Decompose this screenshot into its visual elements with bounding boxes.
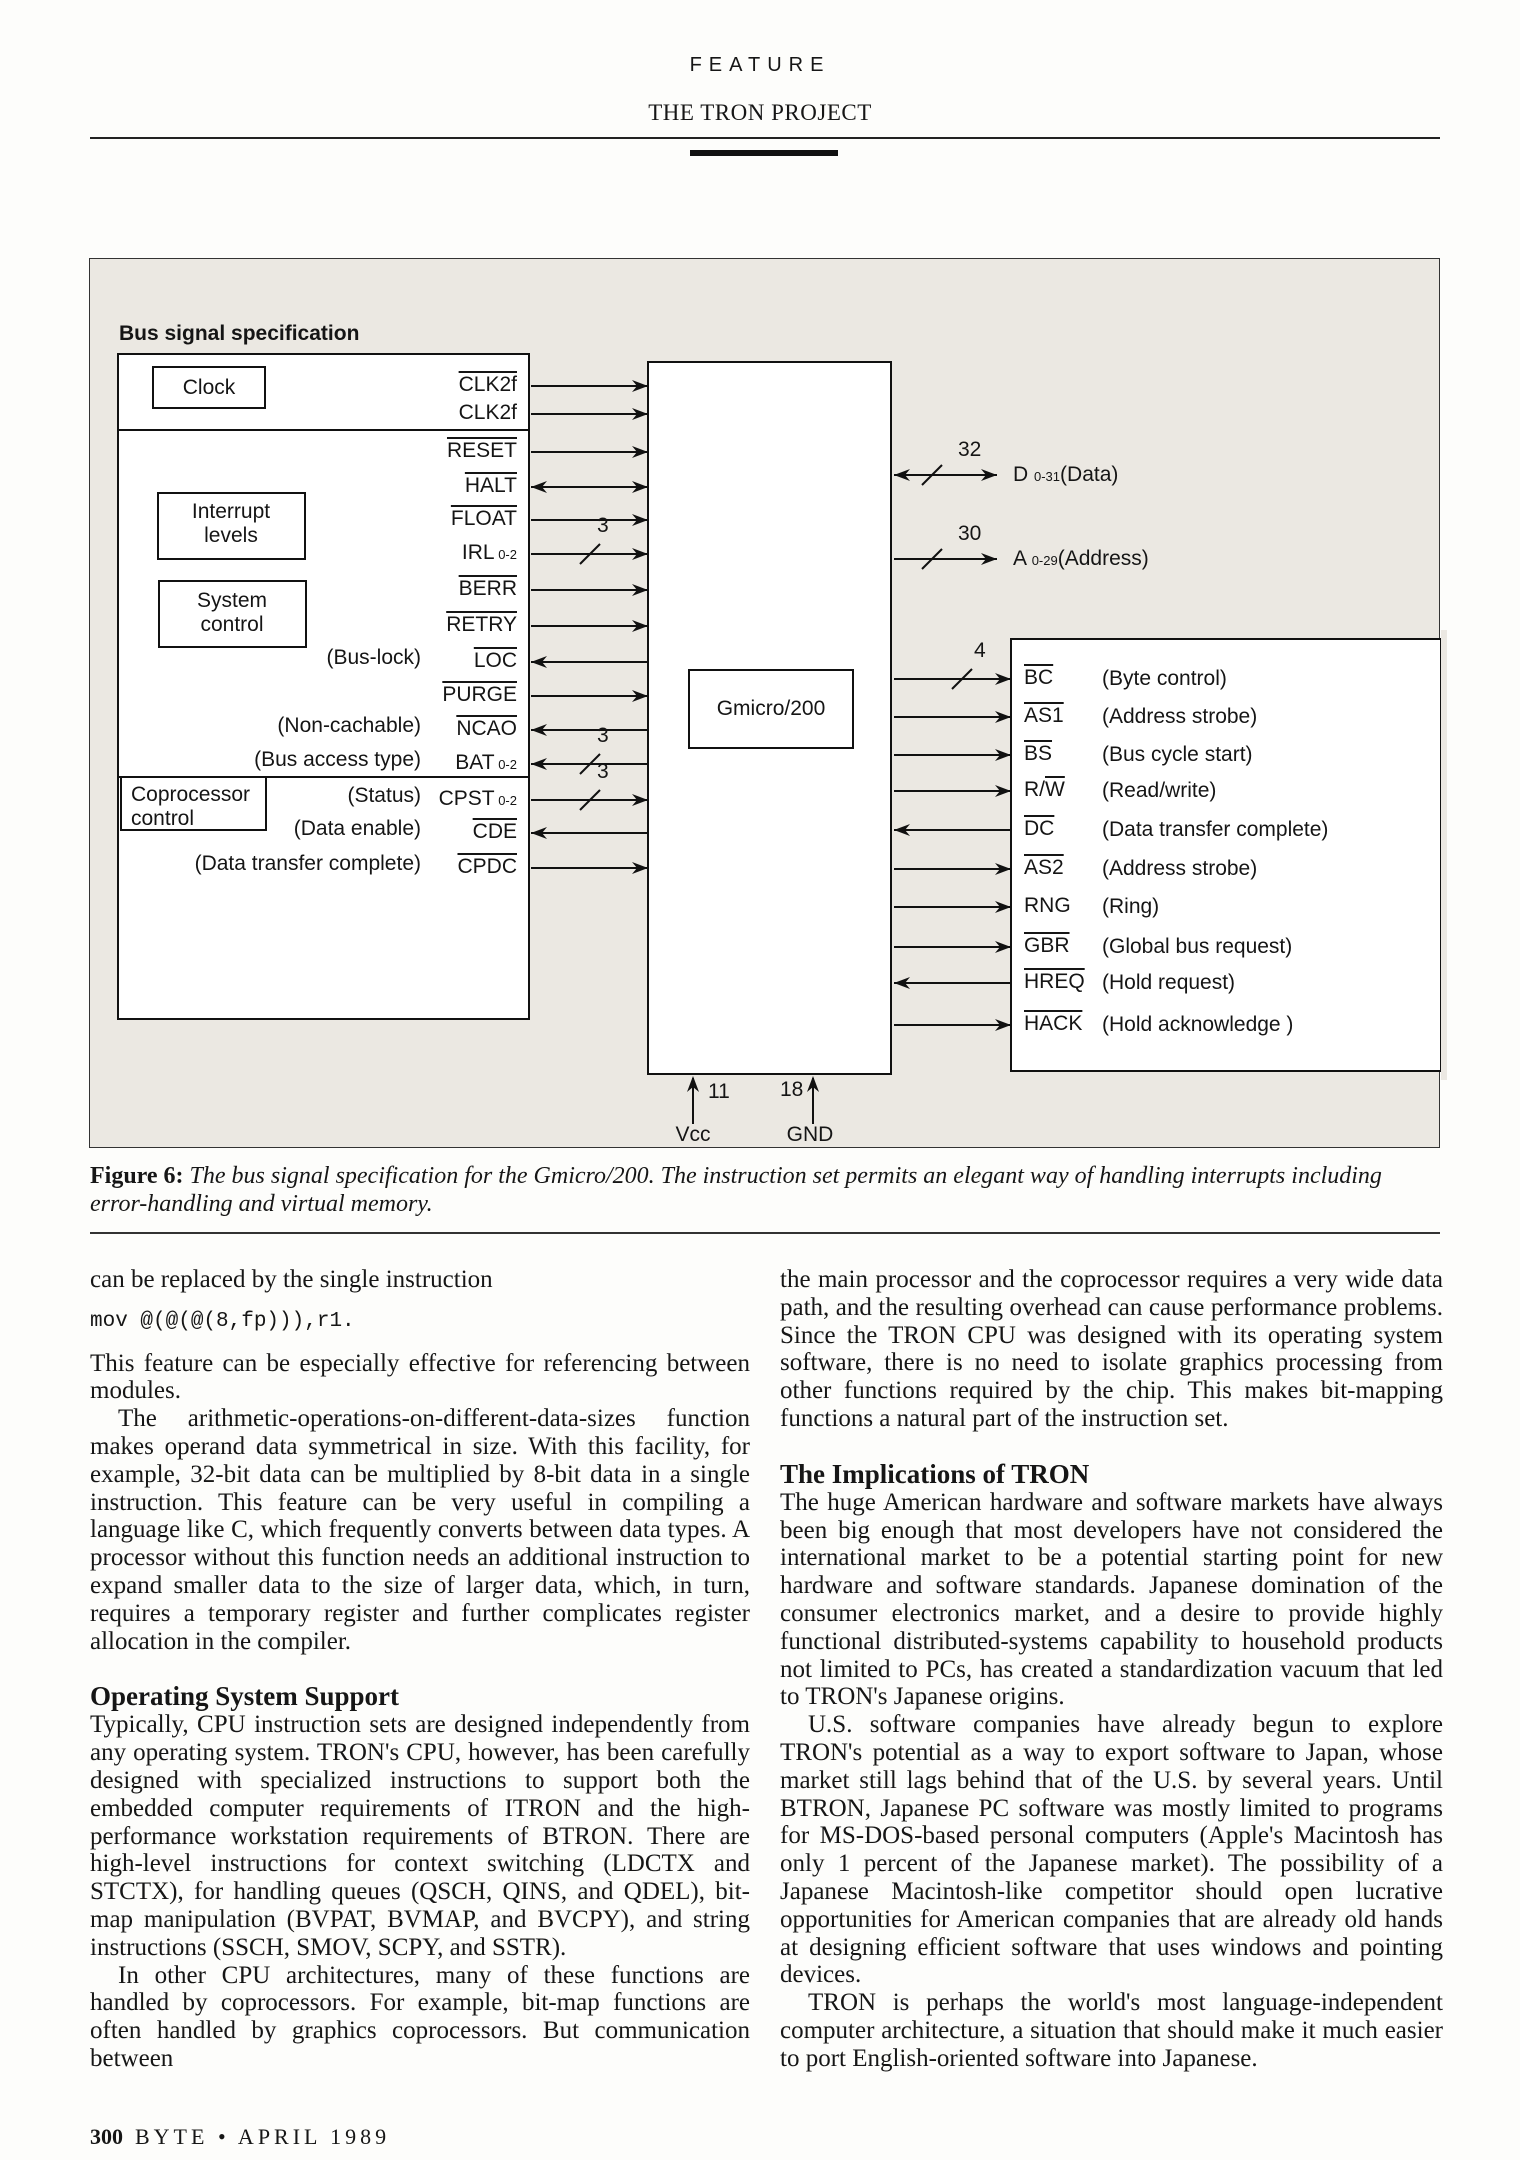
bus-name: A: [1013, 547, 1032, 570]
signal-name: HACK: [1024, 1012, 1083, 1035]
signal-note: (Bus access type): [254, 748, 421, 771]
bus-width-label: 3: [597, 514, 609, 537]
caption-label: Figure 6:: [90, 1163, 184, 1189]
signal-name: $\overline{BS}$: [1024, 742, 1053, 765]
system-control-label: [197, 589, 267, 637]
signal-name: NCAO: [456, 717, 517, 740]
signal-name: AS2: [1024, 856, 1064, 879]
paragraph: The huge American hardware and software markets have always been big enough that most developers have not considered the international market to be a potential starting point for new hardware and software standards. Japanese domination of the consumer electronics market, and a desire to provide highly functional distributed-systems capability to household products not limited to PCs, has created a standardization vacuum that led to TRON's Japanese origins.: [780, 1488, 1443, 1711]
signal-label-retry: [446, 613, 517, 637]
signal-description: (Hold acknowledge ): [1102, 1013, 1294, 1036]
signal-name: $\overline{LOC}$: [473, 649, 517, 672]
bus-name: D: [1013, 463, 1034, 486]
vcc-label: Vcc: [675, 1123, 711, 1146]
signal-name: $\overline{W}$: [1045, 778, 1065, 801]
paragraph: TRON is perhaps the world's most language-independent computer architecture, a situation that should make it much easier to port English-oriented software into Japanese.: [780, 1989, 1443, 2072]
interrupt-levels-label: [192, 500, 270, 548]
signal-label-gbr: [1024, 934, 1070, 958]
paragraph: U.S. software companies have already begun to explore TRON's potential as a way to export software to Japan, whose market still lags behind that of the U.S. by several years. Until BTRON, Japanese PC software was mostly limited to programs for MS-DOS-based personal computers (Apple's Macintosh has only 1 percent of the Japanese market). The possibility of a Japanese Macintosh-like competitor should open lucrative opportunities for American companies that are already old hands at designing efficient software that uses windows and pointing devices.: [780, 1711, 1443, 1989]
label-line: levels: [204, 524, 258, 547]
signal-label-reset: [447, 439, 517, 463]
signal-description: (Bus cycle start): [1102, 743, 1253, 766]
signal-name: RNG: [1024, 894, 1071, 917]
bus-width-label: 32: [958, 438, 982, 461]
signal-label-clk2f: [459, 401, 517, 425]
signal-label-cpst: [439, 787, 517, 813]
bus-subscript: 0-31: [1034, 469, 1061, 484]
signal-label-bat: [455, 751, 517, 777]
signal-subscript: 0-2: [494, 547, 517, 562]
signal-description: (Address strobe): [1102, 705, 1258, 728]
label-line: control: [131, 807, 195, 830]
signal-note: (Non-cachable): [277, 714, 421, 737]
signal-label-hack: [1024, 1012, 1082, 1036]
signal-name: RESET: [446, 439, 517, 462]
paragraph: Typically, CPU instruction sets are designed independently from any operating system. TRON's CPU, however, has been carefully designed with specialized instructions to support both the embedded computer requirements of ITRON and the high-performance workstation requirements of BTRON. There are high-level instructions for context switching (LDCTX and STCTX), for handling queues (QSCH, QINS, and QDEL), bit-map manipulation (BVPAT, BVMAP, and BVCPY), and string instructions (SSCH, SMOV, SCPY, and SSTR).: [90, 1711, 750, 1961]
bus-width-label: 3: [597, 724, 609, 747]
bus-width-label: 3: [597, 760, 609, 783]
publication-info: BYTE • APRIL 1989: [135, 2124, 391, 2149]
signal-description: (Data transfer complete): [1102, 818, 1329, 841]
label-line: System: [196, 589, 268, 612]
signal-note: (Data transfer complete): [194, 852, 421, 875]
paragraph: can be replaced by the single instruction: [90, 1266, 493, 1293]
signal-name: CPST: [438, 787, 495, 810]
signal-note: (Status): [347, 784, 421, 807]
signal-label-bc: [1024, 666, 1053, 690]
label-line: control: [200, 613, 264, 636]
signal-label-rng: [1024, 894, 1071, 918]
running-title: THE TRON PROJECT: [648, 100, 872, 125]
section-heading: Operating System Support: [90, 1681, 400, 1712]
coprocessor-control-label: [131, 783, 250, 831]
signal-label-cde: [473, 820, 517, 844]
paragraph: In other CPU architectures, many of these functions are handled by coprocessors. For example, bit-map functions are often handled by graphics coprocessors. But communication between: [90, 1961, 750, 2072]
bus-description: (Address): [1057, 547, 1149, 570]
signal-name: $\overline{CDE}$: [472, 820, 517, 843]
clock-label: Clock: [182, 376, 236, 399]
page-footer: [90, 2124, 390, 2150]
signal-label-dc: [1024, 817, 1054, 841]
signal-note: (Data enable): [293, 817, 421, 840]
gnd-label: GND: [786, 1123, 834, 1146]
bus-width-label: 30: [958, 522, 982, 545]
signal-label-purge: [442, 683, 517, 707]
signal-name: CLK2f: [458, 373, 517, 396]
signal-name: BERR: [458, 577, 517, 600]
left-column: [90, 1266, 750, 2073]
paragraph: The arithmetic-operations-on-different-data-sizes function makes operand data symmetrical in size. With this facility, for example, 32-bit data can be multiplied by 8-bit data in a single instruction. This feature can be very useful in compiling a language like C, which frequently converts between data types. A processor without this function needs an additional instruction to expand smaller data to the size of larger data, which, in turn, requires a temporary register and further complicates register allocation in the compiler.: [90, 1405, 750, 1655]
signal-label-irl: [462, 541, 517, 567]
signal-label-rw: [1024, 778, 1065, 802]
signal-description: (Read/write): [1102, 779, 1217, 802]
signal-name: $\overline{GBR}$: [1024, 934, 1070, 957]
signal-name: FLOAT: [450, 507, 517, 530]
signal-name: CPDC: [457, 855, 517, 878]
signal-label-clk2f: [459, 373, 517, 397]
signal-label-halt: [465, 474, 517, 498]
vcc-count: 11: [708, 1080, 730, 1103]
page-number: 300: [90, 2124, 123, 2149]
label-line: Coprocessor: [131, 783, 251, 806]
figure-caption: [90, 1162, 1440, 1218]
signal-name: BAT: [455, 751, 495, 774]
signal-subscript: 0-2: [494, 757, 517, 772]
signal-prefix: R/: [1024, 778, 1045, 801]
signal-name: CLK2f: [458, 401, 517, 424]
bus-description: (Data): [1060, 463, 1119, 486]
label-line: Interrupt: [191, 500, 271, 523]
signal-name: RETRY: [446, 613, 517, 636]
signal-description: (Hold request): [1102, 971, 1236, 994]
signal-label-cpdc: [457, 855, 517, 879]
signal-note: (Bus-lock): [326, 646, 421, 669]
signal-description: (Byte control): [1102, 667, 1227, 690]
signal-label-loc: [474, 649, 517, 673]
signal-name: PURGE: [442, 683, 517, 706]
signal-name: HREQ: [1024, 970, 1085, 993]
signal-label-float: [451, 507, 517, 531]
signal-description: (Address strobe): [1102, 857, 1258, 880]
signal-label-as2: [1024, 856, 1064, 880]
paragraph: the main processor and the coprocessor requires a very wide data path, and the resulting overhead can cause performance problems. Since the TRON CPU was designed with its operating system software, there is no need to isolate graphics processing from other functions required by the chip. This makes bit-mapping functions a natural part of the instruction set.: [780, 1266, 1443, 1432]
signal-name: AS1: [1024, 704, 1064, 727]
section-label: FEATURE: [689, 54, 831, 76]
signal-name: $\overline{DC}$: [1024, 817, 1055, 840]
bus-signal-block: [1011, 639, 1441, 1071]
section-heading: The Implications of TRON: [780, 1458, 1090, 1489]
bus-label-a: [1013, 547, 1149, 573]
signal-label-ncao: [456, 717, 517, 741]
code-snippet: mov @(@(@(8,fp))),r1.: [90, 1309, 355, 1333]
signal-name: IRL: [461, 541, 495, 564]
signal-label-berr: [459, 577, 517, 601]
signal-name: HALT: [464, 474, 517, 497]
signal-label-hreq: [1024, 970, 1085, 994]
paragraph: This feature can be especially effective for referencing between modules.: [90, 1349, 750, 1405]
signal-label-as1: [1024, 704, 1064, 728]
signal-subscript: 0-2: [494, 793, 517, 808]
signal-description: (Ring): [1102, 895, 1160, 918]
caption-text: The bus signal specification for the Gmicro/200. The instruction set permits an elegant way of handling interrupts including error-handling and virtual memory.: [90, 1163, 1382, 1217]
gnd-count: 18: [780, 1078, 804, 1101]
right-column: [780, 1266, 1443, 2073]
bus-subscript: 0-29: [1031, 553, 1058, 568]
block-edge-mask: [1441, 630, 1447, 1080]
bus-width-label: 4: [974, 639, 986, 662]
bus-label-d: [1013, 463, 1118, 489]
chip-name: Gmicro/200: [716, 697, 826, 720]
signal-label-bs: [1024, 742, 1052, 766]
figure-title: Bus signal specification: [119, 322, 360, 345]
caption-rule: [90, 1232, 1440, 1234]
signal-name: $\overline{BC}$: [1024, 666, 1054, 689]
signal-description: (Global bus request): [1102, 935, 1293, 958]
